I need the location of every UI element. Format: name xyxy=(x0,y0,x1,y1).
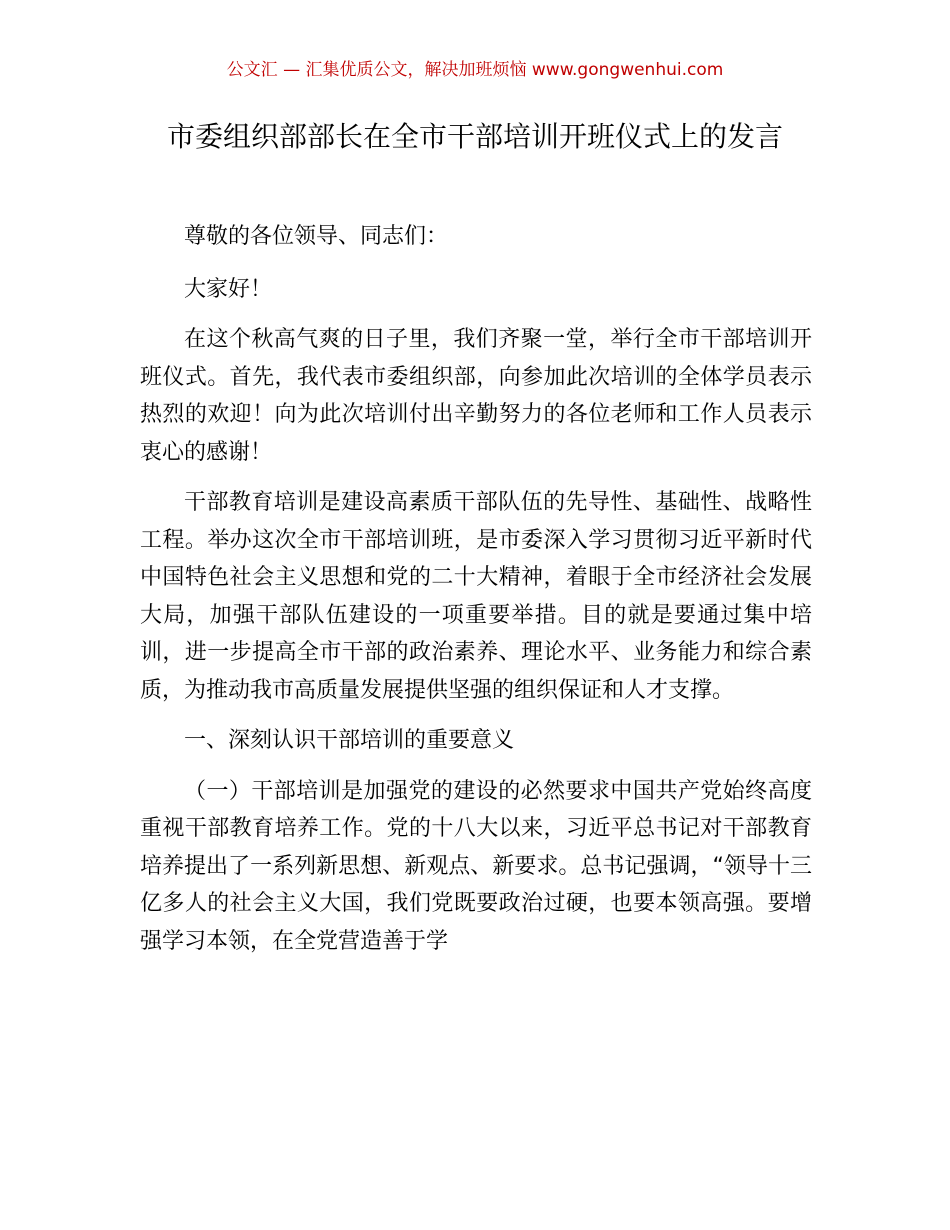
section-heading-1: 一、深刻认识干部培训的重要意义 xyxy=(184,728,515,753)
document-body xyxy=(140,218,812,973)
paragraph-subsection-1: （一）干部培训是加强党的建设的必然要求中国共产党始终高度重视干部教育培养工作。党的十八大以来，习近平总书记对干部教育培养提出了一系列新思想、新观点、新要求。总书记强调，“领导十三亿多人的社会主义大国，我们党既要政治过硬，也要本领高强。要增强学习本领，在全党营造善于学 xyxy=(140,778,812,954)
greeting: 大家好！ xyxy=(184,276,273,302)
salutation: 尊敬的各位领导、同志们： xyxy=(184,224,449,249)
paragraph-welcome: 在这个秋高气爽的日子里，我们齐聚一堂，举行全市干部培训开班仪式。首先，我代表市委组织部，向参加此次培训的全体学员表示热烈的欢迎！向为此次培训付出辛勤努力的各位老师和工作人员表示衷心的感谢！ xyxy=(140,327,812,465)
site-header-banner[interactable]: 公文汇 — 汇集优质公文，解决加班烦恼 www.gongwenhui.com xyxy=(226,60,724,80)
paragraph-purpose: 干部教育培训是建设高素质干部队伍的先导性、基础性、战略性工程。举办这次全市干部培训班，是市委深入学习贯彻习近平新时代中国特色社会主义思想和党的二十大精神，着眼于全市经济社会发展大局，加强干部队伍建设的一项重要举措。目的就是要通过集中培训，进一步提高全市干部的政治素养、理论水平、业务能力和综合素质，为推动我市高质量发展提供坚强的组织保证和人才支撑。 xyxy=(140,490,812,703)
document-title: 市委组织部部长在全市干部培训开班仪式上的发言 xyxy=(166,120,783,153)
